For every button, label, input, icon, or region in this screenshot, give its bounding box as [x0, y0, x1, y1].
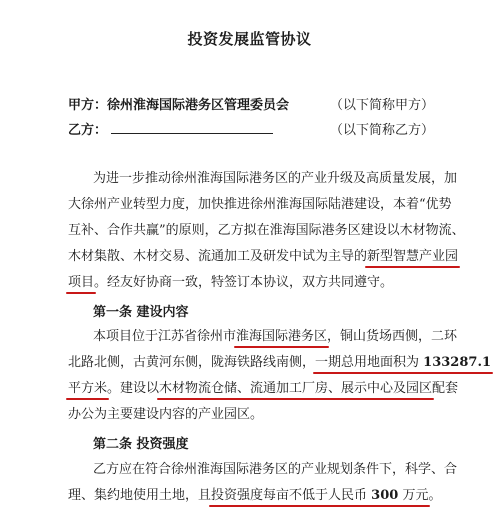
- intro-line-3: 互补、合作共赢”的原则，乙方拟在淮海国际港务区建设以木材物流、: [68, 223, 465, 238]
- investment-value: 300: [371, 488, 399, 503]
- intro-line-4: [68, 248, 468, 266]
- party-a-label: 甲方：: [68, 98, 108, 113]
- party-b-row: [68, 119, 468, 137]
- party-b-blank-line: [111, 121, 273, 134]
- highlight-land-area: [315, 355, 491, 370]
- article-2-line-2-pre: 理、集约地使用土地，且: [68, 488, 212, 503]
- intro-line-4-text: 木材集散、木材交易、流通加工及研发中试为主导的: [68, 249, 368, 264]
- party-a-note: （以下简称甲方）: [330, 98, 435, 113]
- article-2-line-1: 乙方应在符合徐州淮海国际港务区的产业规划条件下，科学、合: [93, 462, 458, 477]
- article-2-line-2: [68, 487, 468, 505]
- article-1-line-3-mid: 。建设以: [107, 381, 160, 396]
- article-1-line-1-post: ，铜山货场西侧，二环: [327, 329, 458, 344]
- intro-line-5: [68, 274, 468, 292]
- highlight-smart-park: 新型智慧产业园: [367, 249, 459, 264]
- article-2-heading: 第二条 投资强度: [93, 437, 189, 452]
- intro-line-5-text: 。经友好协商一致，特签订本协议，双方共同遵守。: [94, 275, 394, 290]
- highlight-port-zone: 淮海国际港务区: [236, 329, 328, 344]
- article-1-line-1-pre: 本项目位于江苏省徐州市: [93, 329, 237, 344]
- party-a-name: 徐州淮海国际港务区管理委员会: [107, 98, 290, 113]
- document-title: 投资发展监管协议: [187, 30, 312, 48]
- intro-line-2: 大徐州产业转型力度，加快推进徐州淮海国际陆港建设，本着“优势: [68, 197, 452, 212]
- party-a-row: [68, 94, 468, 112]
- article-2-line-2-post: 。: [428, 488, 442, 503]
- article-1-heading: 第一条 建设内容: [93, 305, 189, 320]
- intro-line-1: 为进一步推动徐州淮海国际港务区的产业升级及高质量发展，加: [93, 171, 458, 186]
- article-1-line-3-post: 配套: [432, 381, 459, 396]
- land-area-value: 133287.1: [423, 355, 492, 370]
- article-1-line-1: [93, 328, 493, 346]
- party-b-label: 乙方：: [68, 123, 108, 138]
- investment-label: 投资强度每亩不低于人民币: [211, 488, 368, 503]
- highlight-investment-intensity: [211, 488, 428, 503]
- article-1-line-2-pre: 北路北侧，古黄河东侧，陇海铁路线南侧，: [68, 355, 316, 370]
- land-area-label: 一期总用地面积为: [315, 355, 420, 370]
- party-b-note: （以下简称乙方）: [330, 123, 435, 138]
- investment-unit: 万元: [402, 488, 429, 503]
- article-1-line-3: [68, 380, 468, 398]
- highlight-project: 项目: [68, 275, 95, 290]
- article-1-line-4: 办公为主要建设内容的产业园区。: [68, 407, 264, 422]
- highlight-sqm: 平方米: [68, 381, 108, 396]
- highlight-facilities: 木材物流仓储、流通加工厂房、展示中心及园区: [159, 381, 433, 396]
- article-1-line-2: [68, 354, 492, 372]
